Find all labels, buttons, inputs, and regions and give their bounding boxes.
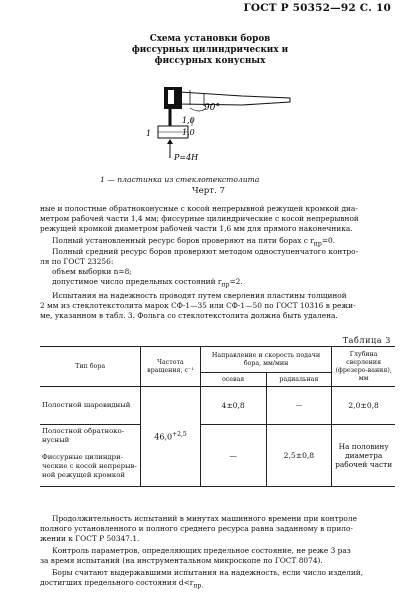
paragraph-line: Продолжительность испытаний в минутах машинного времени при контроле (52, 514, 357, 523)
paragraph-line: ные и полостные обратноконусные с косой непрерывной режущей кромкой диа- (40, 204, 358, 213)
freq-value: 46,0 (154, 432, 173, 442)
header-radial: радиальная (266, 373, 332, 387)
paragraph-line (52, 277, 397, 291)
page-header: ГОСТ Р 50352—92 С. 10 (243, 2, 391, 14)
handpiece-head-window (168, 90, 174, 104)
paragraph-line: ля по ГОСТ 23256: (40, 257, 114, 266)
paragraph-text: достигших предельного состояния d<r (40, 578, 194, 587)
cell-type: Полостной обратноко-нусный (40, 425, 141, 447)
paragraph-text: Полный установленный ресурс боров проверяют на пяти борах с r (52, 236, 314, 245)
paragraph-line: метром рабочей части 1,4 мм; фиссурные цилиндрические с косой непрерывной (40, 214, 359, 223)
cell-radial: — (266, 387, 332, 425)
paragraph-line: Полный средний ресурс боров проверяют методом одноступенчатого контро- (52, 247, 359, 256)
cell-axial: 4±0,8 (200, 387, 266, 425)
cell-radial: 2,5±0,8 (266, 425, 332, 487)
figure-title-line: фиссурных цилиндрических и (131, 45, 289, 55)
paragraph-line: 2 мм из стеклотекстолита марок СФ-1—35 или СФ-1—50 по ГОСТ 10316 в режи- (40, 301, 356, 310)
r-subscript: пр. (193, 582, 204, 590)
r-subscript: пр (221, 281, 230, 289)
header-direction: Направление и скорость подачи бора, мм/мин (200, 347, 332, 373)
paragraph-line: за время испытаний (на инструментальном микроскопе по ГОСТ 8074). (40, 556, 323, 565)
dim-label-2: 1,0 (182, 128, 195, 137)
cell-type: Полостной шаровидный (40, 387, 141, 425)
paragraph-line: жении к ГОСТ Р 50347.1. (40, 534, 140, 543)
cell-depth: 2,0±0,8 (332, 387, 395, 425)
figure-title (110, 34, 310, 67)
paragraph-line (40, 578, 385, 591)
figure-number: Черт. 7 (192, 186, 225, 196)
table-label: Таблица 3 (342, 336, 391, 345)
cell-type: Фиссурные цилиндри-ческие с косой непрерыв-ной режущей кромкой (40, 447, 141, 487)
paragraph-line: Боры считают выдержавшими испытания на надежность, если число изделий, (52, 568, 364, 577)
r-subscript: пр (313, 240, 322, 248)
bur-setup-diagram (142, 78, 302, 173)
header-freq: Частота вращения, с⁻¹ (141, 347, 201, 387)
cell-freq (141, 387, 201, 487)
paragraph-line: объем выборки n=8; (52, 267, 132, 276)
r-value: =2. (229, 277, 243, 286)
figure-title-line: фиссурных конусных (154, 56, 266, 66)
header-axial: осевая (200, 373, 266, 387)
figure-caption: 1 — пластинка из стеклотекстолита (100, 175, 260, 184)
plate-number-label: 1 (146, 129, 152, 138)
figure-title-line: Схема установки боров (149, 34, 271, 44)
paragraph-line: полного установленного и полного среднего ресурса равна заданному в прило- (40, 524, 353, 533)
force-arrow-head (167, 139, 173, 144)
paragraph-line: режущей кромкой диаметром рабочей части 1,6 мм для прямого наконечника. (40, 224, 353, 233)
r-value: =0. (321, 236, 336, 245)
table-row (40, 387, 395, 425)
handpiece-outline (180, 92, 290, 105)
table-row (40, 425, 395, 447)
cell-depth: На половину диаметра рабочей части (332, 425, 395, 487)
paragraph-text: допустимое число предельных состояний r (52, 277, 222, 286)
paragraph-line: Контроль параметров, определяющих предельное состояние, не реже 3 раз (52, 546, 351, 555)
freq-tolerance: +2,5 (172, 431, 187, 439)
paragraph-line: ме, указанном в табл. 3. Фольга со стеклотекстолита должна быть удалена. (40, 311, 338, 320)
force-label: P=4H (174, 153, 199, 162)
paragraph-line: Испытания на надежность проводят путем сверления пластины толщиной (52, 291, 347, 300)
cell-axial: — (200, 425, 266, 487)
bur-test-table (40, 346, 395, 487)
header-depth: Глубина сверления (фрезеро-вания), мм (332, 347, 395, 387)
dim-label-1: 1,0 (182, 116, 195, 125)
angle-label: 90° (204, 103, 220, 113)
header-type: Тип бора (40, 347, 141, 387)
